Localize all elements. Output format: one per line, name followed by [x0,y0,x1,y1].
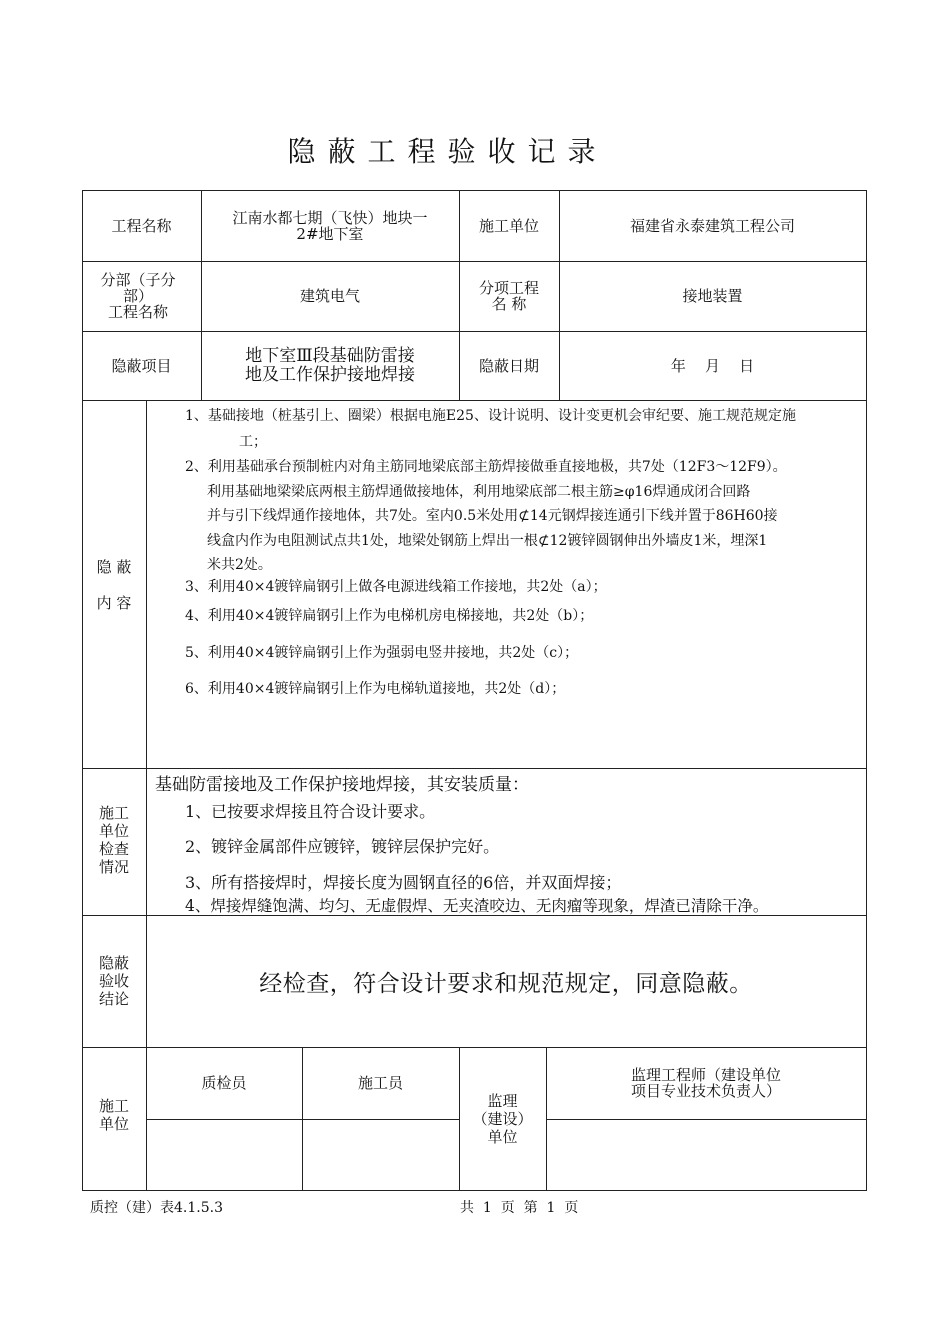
subitem-label: 分项工程 名 称 [478,279,539,313]
content-line: 6、利用40×4镀锌扁钢引上作为电梯轨道接地，共2处（d）； [185,681,566,697]
supervisor-label: 监理 （建设） 单位 [472,1092,533,1146]
acceptance-conclusion: 经检查，符合设计要求和规范规定，同意隐蔽。 [259,970,753,997]
contractor-value: 福建省永泰建筑工程公司 [629,216,795,235]
hidden-content-label: 隐 蔽 内 容 [96,558,132,612]
qc-inspector-label: 质检员 [201,1074,247,1092]
acceptance-label: 隐蔽 验收 结论 [98,954,129,1008]
hidden-date-label: 隐蔽日期 [478,356,539,375]
inspection-line: 3、所有搭接焊时，焊接长度为圆钢直径的6倍，并双面焊接； [185,873,622,892]
worker-signature-field[interactable] [303,1120,459,1190]
page-info: 共 1 页 第 1 页 [460,1200,579,1216]
content-line: 1、基础接地（桩基引上、圈梁）根据电施E25、设计说明、设计变更机会审纪要、施工规范规定施 [185,408,796,424]
inspection-label: 施工 单位 检查 情况 [98,804,129,876]
form-code: 质控（建）表4.1.5.3 [90,1200,223,1216]
content-line: 米共2处。 [207,557,272,573]
content-line: 工； [239,434,267,450]
contractor-label: 施工单位 [478,216,539,235]
hidden-item-label: 隐蔽项目 [111,356,172,375]
inspection-line: 基础防雷接地及工作保护接地焊接，其安装质量： [155,775,529,795]
content-line: 2、利用基础承台预制桩内对角主筋同地梁底部主筋焊接做垂直接地极，共7处（12F3～12F9）。 [185,459,787,475]
contractor-sign-label: 施工 单位 [98,1097,129,1133]
engineer-signature-field[interactable] [547,1120,866,1190]
qc-inspector-signature-field[interactable] [147,1120,302,1190]
content-line: 5、利用40×4镀锌扁钢引上作为强弱电竖井接地，共2处（c）； [185,645,579,661]
hidden-date-value: 年 月 日 [670,356,755,375]
content-line: 利用基础地梁梁底两根主筋焊通做接地体，利用地梁底部二根主筋≥φ16焊通成闭合回路 [207,484,751,500]
subdivision-value: 建筑电气 [299,287,360,305]
subdivision-label: 分部（子分 部） 工程名称 [100,271,176,321]
hidden-item-value: 地下室Ⅲ段基础防雷接 地及工作保护接地焊接 [245,345,415,385]
page-title: 隐蔽工程验收记录 [287,135,608,168]
inspection-line: 1、已按要求焊接且符合设计要求。 [185,802,436,821]
engineer-label: 监理工程师（建设单位 项目专业技术负责人） [630,1066,781,1100]
project-name-label: 工程名称 [111,216,172,235]
content-line: 并与引下线焊通作接地体，共7处。室内0.5米处用⊄14元钢焊接连通引下线并置于86H60接 [207,508,778,524]
worker-label: 施工员 [357,1074,403,1092]
content-line: 线盒内作为电阻测试点共1处，地梁处钢筋上焊出一根⊄12镀锌圆钢伸出外墙皮1米，埋深1 [207,533,768,549]
subitem-value: 接地装置 [682,287,743,305]
inspection-line: 2、镀锌金属部件应镀锌，镀锌层保护完好。 [185,837,500,856]
content-line: 4、利用40×4镀锌扁钢引上作为电梯机房电梯接地，共2处（b）； [185,608,594,624]
project-name-value: 江南水都七期（飞快）地块一 2#地下室 [232,208,428,243]
inspection-line: 4、焊接焊缝饱满、均匀、无虚假焊、无夹渣咬边、无肉瘤等现象，焊渣已清除干净。 [185,897,769,915]
content-line: 3、利用40×4镀锌扁钢引上做各电源进线箱工作接地，共2处（a）； [185,579,607,595]
